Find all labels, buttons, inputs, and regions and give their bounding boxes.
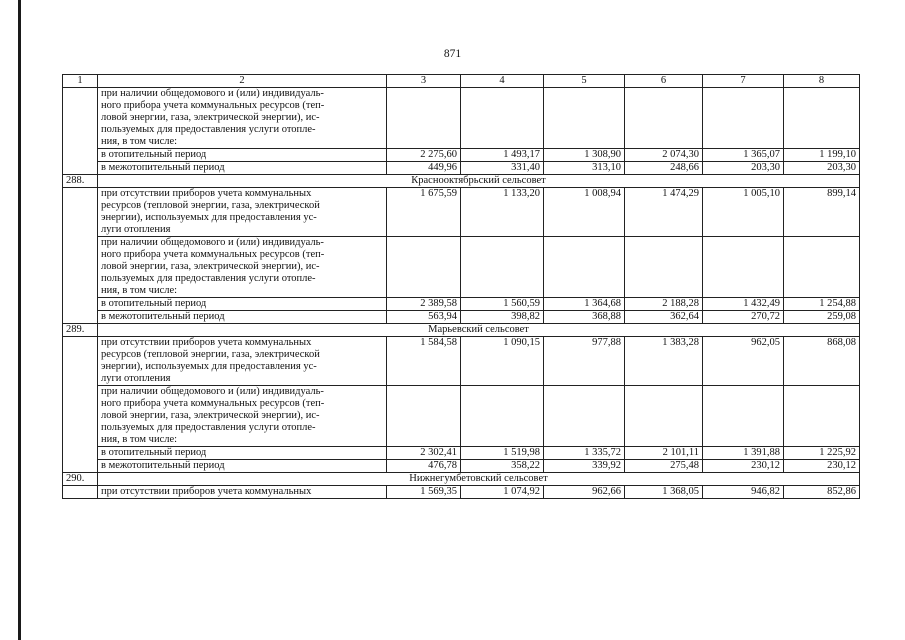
- description-line: ного прибора учета коммунальных ресурсов (теп-: [101, 100, 325, 111]
- value-cell: 358,22: [461, 460, 544, 473]
- description-line: при наличии общедомового и (или) индивидуаль-: [101, 88, 324, 99]
- value-cell: 1 391,88: [703, 447, 784, 460]
- value-cell: 313,10: [544, 162, 625, 175]
- value-cell: 977,88: [544, 337, 625, 386]
- value-cell: [461, 88, 544, 149]
- description-line: при наличии общедомового и (или) индивидуаль-: [101, 237, 324, 248]
- value-cell: 1 493,17: [461, 149, 544, 162]
- description-line: ресурсов (тепловой энергии, газа, электрической: [101, 200, 320, 211]
- value-cell: 203,30: [784, 162, 860, 175]
- value-cell: 203,30: [703, 162, 784, 175]
- description-line: ловой энергии, газа, электрической энергии), ис-: [101, 261, 320, 272]
- description-line: ния, в том числе:: [101, 285, 178, 296]
- description-line: при наличии общедомового и (или) индивидуаль-: [101, 386, 324, 397]
- row-description: в отопительный период: [98, 447, 387, 460]
- value-cell: 2 101,11: [625, 447, 703, 460]
- value-cell: 449,96: [387, 162, 461, 175]
- value-cell: 275,48: [625, 460, 703, 473]
- table-row: [63, 311, 860, 324]
- description-line: пользуемых для предоставления услуги отопле-: [101, 124, 316, 135]
- value-cell: 331,40: [461, 162, 544, 175]
- section-row: [63, 473, 860, 486]
- row-description: в отопительный период: [98, 149, 387, 162]
- value-cell: 2 074,30: [625, 149, 703, 162]
- row-description: [98, 386, 387, 447]
- table-row: [63, 486, 860, 499]
- value-cell: 1 383,28: [625, 337, 703, 386]
- description-line: пользуемых для предоставления услуги отопле-: [101, 422, 316, 433]
- value-cell: 230,12: [784, 460, 860, 473]
- column-header: 4: [461, 75, 544, 88]
- table-row: [63, 386, 860, 447]
- number-cell: [63, 88, 98, 175]
- value-cell: [784, 386, 860, 447]
- value-cell: 1 474,29: [625, 188, 703, 237]
- row-description: при отсутствии приборов учета коммунальных: [98, 486, 387, 499]
- value-cell: 1 225,92: [784, 447, 860, 460]
- column-header: 2: [98, 75, 387, 88]
- value-cell: 899,14: [784, 188, 860, 237]
- value-cell: 2 302,41: [387, 447, 461, 460]
- column-header: 3: [387, 75, 461, 88]
- column-header: 8: [784, 75, 860, 88]
- value-cell: 248,66: [625, 162, 703, 175]
- value-cell: 2 275,60: [387, 149, 461, 162]
- value-cell: 1 365,07: [703, 149, 784, 162]
- value-cell: 1 090,15: [461, 337, 544, 386]
- value-cell: [625, 237, 703, 298]
- value-cell: 1 254,88: [784, 298, 860, 311]
- table-row: [63, 337, 860, 386]
- table-row: [63, 88, 860, 149]
- value-cell: [625, 88, 703, 149]
- section-number: 290.: [63, 473, 98, 486]
- section-title: Нижнегумбетовский сельсовет: [98, 473, 860, 486]
- row-description: в межотопительный период: [98, 460, 387, 473]
- value-cell: 1 005,10: [703, 188, 784, 237]
- description-line: ного прибора учета коммунальных ресурсов (теп-: [101, 398, 325, 409]
- value-cell: 962,05: [703, 337, 784, 386]
- value-cell: [544, 237, 625, 298]
- value-cell: 2 389,58: [387, 298, 461, 311]
- row-description: в межотопительный период: [98, 162, 387, 175]
- value-cell: [703, 237, 784, 298]
- description-line: ния, в том числе:: [101, 136, 178, 147]
- column-header: 5: [544, 75, 625, 88]
- description-line: ловой энергии, газа, электрической энергии), ис-: [101, 112, 320, 123]
- number-cell: [63, 486, 98, 499]
- value-cell: 1 368,05: [625, 486, 703, 499]
- row-description: [98, 88, 387, 149]
- value-cell: 852,86: [784, 486, 860, 499]
- value-cell: 1 308,90: [544, 149, 625, 162]
- value-cell: 1 335,72: [544, 447, 625, 460]
- value-cell: 1 008,94: [544, 188, 625, 237]
- value-cell: 1 074,92: [461, 486, 544, 499]
- value-cell: [387, 386, 461, 447]
- value-cell: 259,08: [784, 311, 860, 324]
- number-cell: [63, 188, 98, 324]
- description-line: ловой энергии, газа, электрической энергии), ис-: [101, 410, 320, 421]
- table-row: [63, 149, 860, 162]
- description-line: при отсутствии приборов учета коммунальных: [101, 337, 312, 348]
- section-title: Марьевский сельсовет: [98, 324, 860, 337]
- row-description: [98, 188, 387, 237]
- value-cell: [387, 237, 461, 298]
- row-description: [98, 237, 387, 298]
- tariff-table: [62, 74, 860, 499]
- value-cell: [784, 88, 860, 149]
- table-row: [63, 162, 860, 175]
- value-cell: [703, 88, 784, 149]
- value-cell: 270,72: [703, 311, 784, 324]
- value-cell: 1 432,49: [703, 298, 784, 311]
- table-row: [63, 237, 860, 298]
- value-cell: 1 364,68: [544, 298, 625, 311]
- table-row: [63, 460, 860, 473]
- value-cell: 398,82: [461, 311, 544, 324]
- value-cell: 1 560,59: [461, 298, 544, 311]
- section-row: [63, 175, 860, 188]
- table-body: [63, 75, 860, 499]
- table-row: [63, 188, 860, 237]
- description-line: ного прибора учета коммунальных ресурсов (теп-: [101, 249, 325, 260]
- description-line: при отсутствии приборов учета коммунальных: [101, 188, 312, 199]
- value-cell: [544, 88, 625, 149]
- value-cell: [703, 386, 784, 447]
- value-cell: 368,88: [544, 311, 625, 324]
- value-cell: 962,66: [544, 486, 625, 499]
- description-line: ния, в том числе:: [101, 434, 178, 445]
- value-cell: 1 675,59: [387, 188, 461, 237]
- table-row: [63, 298, 860, 311]
- value-cell: 1 133,20: [461, 188, 544, 237]
- table-row: [63, 447, 860, 460]
- value-cell: [461, 386, 544, 447]
- value-cell: [461, 237, 544, 298]
- value-cell: 339,92: [544, 460, 625, 473]
- value-cell: 1 569,35: [387, 486, 461, 499]
- description-line: луги отопления: [101, 224, 171, 235]
- description-line: энергии), используемых для предоставления ус-: [101, 212, 317, 223]
- number-cell: [63, 337, 98, 473]
- value-cell: 362,64: [625, 311, 703, 324]
- section-number: 289.: [63, 324, 98, 337]
- value-cell: [784, 237, 860, 298]
- header-row: [63, 75, 860, 88]
- value-cell: 2 188,28: [625, 298, 703, 311]
- value-cell: 1 519,98: [461, 447, 544, 460]
- description-line: ресурсов (тепловой энергии, газа, электрической: [101, 349, 320, 360]
- section-row: [63, 324, 860, 337]
- column-header: 7: [703, 75, 784, 88]
- value-cell: 1 199,10: [784, 149, 860, 162]
- value-cell: 563,94: [387, 311, 461, 324]
- column-header: 6: [625, 75, 703, 88]
- page-number: 871: [443, 48, 462, 60]
- value-cell: 476,78: [387, 460, 461, 473]
- value-cell: [625, 386, 703, 447]
- value-cell: [387, 88, 461, 149]
- description-line: луги отопления: [101, 373, 171, 384]
- value-cell: 946,82: [703, 486, 784, 499]
- row-description: [98, 337, 387, 386]
- value-cell: 230,12: [703, 460, 784, 473]
- row-description: в межотопительный период: [98, 311, 387, 324]
- row-description: в отопительный период: [98, 298, 387, 311]
- value-cell: 868,08: [784, 337, 860, 386]
- description-line: пользуемых для предоставления услуги отопле-: [101, 273, 316, 284]
- section-title: Краснооктябрьский сельсовет: [98, 175, 860, 188]
- description-line: энергии), используемых для предоставления ус-: [101, 361, 317, 372]
- section-number: 288.: [63, 175, 98, 188]
- page-binding-line: [18, 0, 21, 640]
- column-header: 1: [63, 75, 98, 88]
- value-cell: [544, 386, 625, 447]
- value-cell: 1 584,58: [387, 337, 461, 386]
